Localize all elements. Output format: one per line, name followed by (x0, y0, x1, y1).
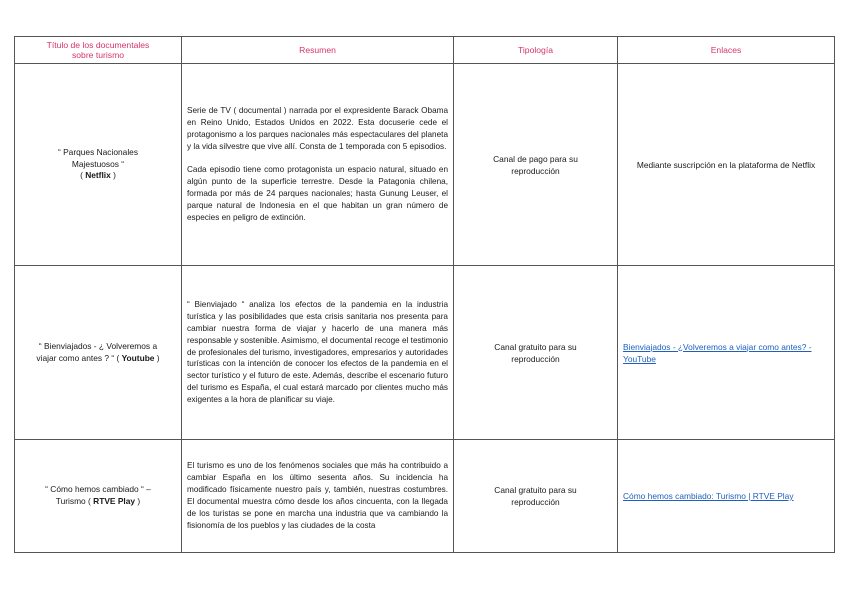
platform-name: RTVE Play (93, 496, 136, 506)
summary-paragraph: Cada episodio tiene como protagonista un espacio natural, situado en algún punto de la superficie terrestre. Desde la Patagonia chilena, formada por más de 24 parques nacionales; hasta Gunung Leuser, el parque natural de Indonesia en el que habitan un gran número de especies en peligro de extinción. (187, 165, 448, 223)
title-line: “ Parques Nacionales (57, 147, 139, 158)
documentary-link-cell (618, 266, 835, 440)
title-platform-line: ( Netflix ) (80, 170, 116, 181)
documentary-title (15, 266, 182, 440)
documentary-summary (182, 266, 454, 440)
header-summary: Resumen (182, 37, 454, 64)
header-title-line2: sobre turismo (71, 50, 125, 60)
summary-paragraph: Serie de TV ( documental ) narrada por el expresidente Barack Obama en Reino Unido, Estados Unidos en 2022. Esta docuserie cede el protagonismo a los parques nacionales más espectaculares del planeta y la vida silvestre que vive allí. Consta de 1 temporada con 5 episodios. (187, 105, 448, 151)
documentary-summary (182, 64, 454, 266)
platform-name: Netflix (85, 170, 111, 181)
documentary-title (15, 440, 182, 553)
table-row (15, 440, 835, 553)
typology-line: Canal gratuito para su (494, 341, 577, 352)
title-platform-line: viajar como antes ? “ ( Youtube ) (36, 352, 160, 363)
table-row (15, 64, 835, 266)
title-line: Majestuosos “ (71, 158, 125, 169)
documentaries-table (14, 36, 835, 553)
documentary-typology (454, 64, 618, 266)
table-row (15, 266, 835, 440)
documentary-link[interactable]: Bienviajados - ¿Volveremos a viajar como antes? - YouTube (623, 341, 812, 364)
header-links: Enlaces (618, 37, 835, 64)
summary-paragraph: El turismo es uno de los fenómenos sociales que más ha contribuido a cambiar España en los último sesenta años. Su incidencia ha modificado físicamente nuestro país y, también, nuestras costumbres. El documental muestra cómo desde los años cincuenta, con la llegada de los turistas se pone en marcha una industria que va cambiando la fisionomía de los pueblos y las ciudades de la costa (187, 461, 448, 530)
summary-paragraph: “ Bienviajado “ analiza los efectos de la pandemia en la industria turística y las posibilidades que esta crisis sanitaria nos presenta para cambiar nuestra forma de viajar y hacerlo de una manera más responsable y sostenible. Asimismo, el documental recoge el testimonio de profesionales del turismo, investigadores, empresarios y autoridades turísticas con la intención de conocer los efectos de la pandemia en el sector turístico y el futuro de este. Además, describe el escenario futuro del turismo es España, el cual estará marcado por clientes mucho más exigentes a la hora de planificar su viaje. (187, 299, 448, 405)
header-row (15, 37, 835, 64)
documentary-link-cell (618, 440, 835, 553)
typology-line: Canal de pago para su (493, 153, 578, 164)
typology-line: reproducción (511, 165, 560, 176)
documentary-title (15, 64, 182, 266)
platform-name: Youtube (121, 352, 155, 363)
title-line: “ Bienviajados - ¿ Volveremos a (38, 340, 158, 351)
header-title (15, 37, 182, 64)
documentary-typology (454, 440, 618, 553)
documentary-summary (182, 440, 454, 553)
typology-line: reproducción (511, 497, 560, 507)
typology-line: Canal gratuito para su (494, 485, 577, 495)
title-platform-line: Turismo ( RTVE Play ) (55, 496, 141, 506)
documentary-link[interactable]: Cómo hemos cambiado: Turismo | RTVE Play (623, 491, 794, 501)
typology-line: reproducción (511, 353, 560, 364)
title-line: “ Cómo hemos cambiado “ – (45, 484, 151, 495)
header-title-line1: Título de los documentales (46, 40, 150, 50)
documentary-typology (454, 266, 618, 440)
header-typology: Tipología (454, 37, 618, 64)
documentary-link-text: Mediante suscripción en la plataforma de Netflix (618, 64, 835, 266)
